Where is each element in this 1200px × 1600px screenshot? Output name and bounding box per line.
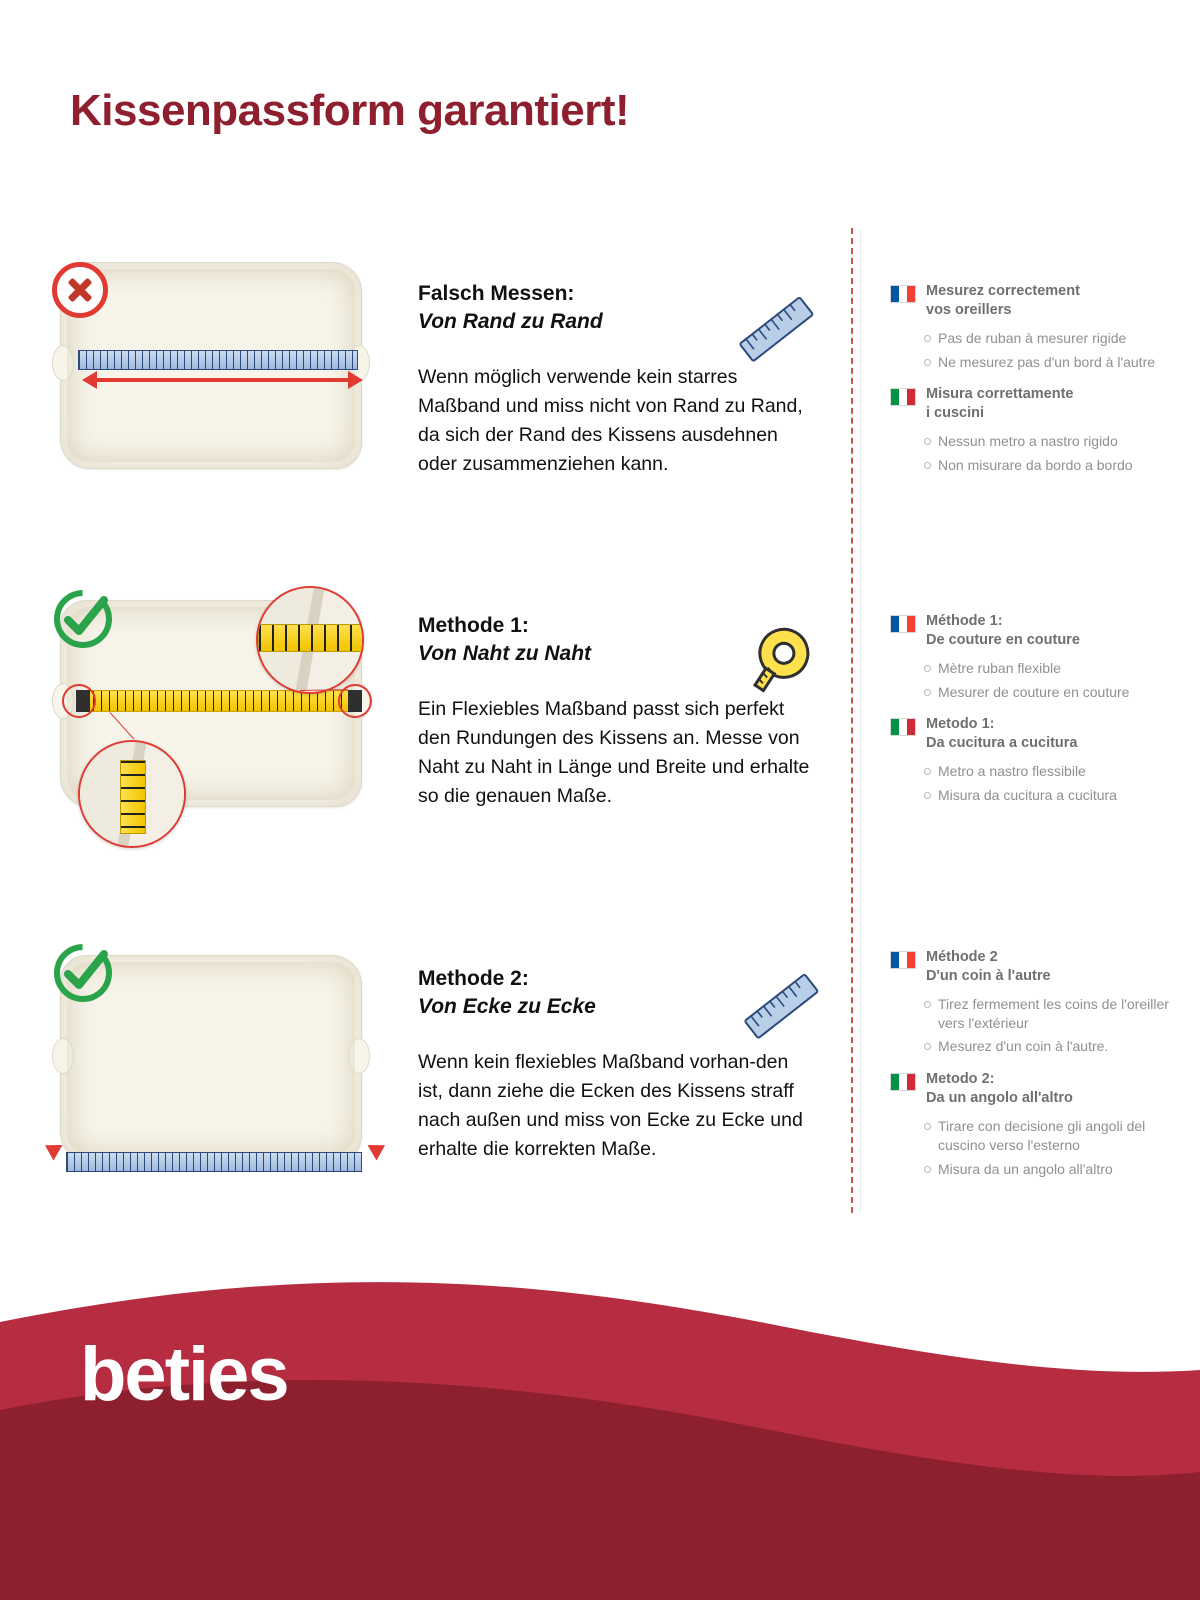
corner-arrow-left <box>41 1137 63 1160</box>
section-heading-label-1: Falsch Messen: <box>418 282 575 305</box>
translation-list <box>924 329 1190 372</box>
translation-title <box>926 948 1051 986</box>
corner-arrow-right <box>368 1137 390 1160</box>
translation-title-line1: Misura correttamente <box>926 386 1074 403</box>
translation-head <box>890 385 1190 423</box>
translation-block-fr-1 <box>890 282 1190 371</box>
seam-marker-left <box>62 684 96 718</box>
flag-italy-icon <box>890 718 916 736</box>
flag-italy-icon <box>890 388 916 406</box>
footer <box>0 1270 1200 1600</box>
flag-france-icon <box>890 285 916 303</box>
list-item: Tirare con decisione gli angoli del cuscino verso l'esterno <box>924 1117 1190 1155</box>
translation-head <box>890 715 1190 753</box>
translation-title-line1: Metodo 2: <box>926 1071 995 1088</box>
list-item: Non misurare da bordo a bordo <box>924 456 1190 475</box>
translation-list <box>924 1117 1190 1179</box>
section-subheading-3: Von Ecke zu Ecke <box>418 995 596 1019</box>
translation-title-line2: Da cucitura a cucitura <box>926 735 1078 752</box>
arrow-head-left-1 <box>82 371 97 389</box>
translation-title-line2: Da un angolo all'altro <box>926 1090 1073 1107</box>
section-body-3: Wenn kein flexiebles Maßband vorhan-den ist, dann ziehe die Ecken des Kissens straff nach außen und miss von Ecke zu Ecke und erhalte die korrekten Maße. <box>418 1050 803 1161</box>
translation-block-it-3 <box>890 1070 1190 1178</box>
list-item: Metro a nastro flessibile <box>924 762 1190 781</box>
translation-title <box>926 612 1080 650</box>
tape-measure-icon <box>740 612 824 696</box>
translations-group-3 <box>890 948 1190 1184</box>
list-item: Misura da cucitura a cucitura <box>924 786 1190 805</box>
translation-title <box>926 282 1080 320</box>
section-heading-label-2: Methode 1: <box>418 614 529 637</box>
brand-logo: beties <box>80 1332 288 1417</box>
list-item: Mètre ruban flexible <box>924 659 1190 678</box>
section-subheading-1: Von Rand zu Rand <box>418 310 603 334</box>
list-item: Misura da un angolo all'altro <box>924 1160 1190 1179</box>
translation-title <box>926 715 1078 753</box>
rigid-ruler-icon-1 <box>735 288 819 372</box>
zoom-tape <box>120 760 146 834</box>
rigid-ruler-overlay-1 <box>78 350 358 370</box>
translation-title-line1: Mesurez correctement <box>926 283 1080 299</box>
translation-list <box>924 659 1190 702</box>
list-item: Pas de ruban à mesurer rigide <box>924 329 1190 348</box>
list-item: Ne mesurez pas d'un bord à l'autre <box>924 353 1190 372</box>
translation-title-line2: i cuscini <box>926 405 985 422</box>
list-item: Tirez fermement les coins de l'oreiller vers l'extérieur <box>924 995 1190 1033</box>
flexible-tape-overlay-2 <box>76 690 362 712</box>
translation-title-line1: Méthode 1: <box>926 613 1003 629</box>
footer-waves <box>0 1270 1200 1600</box>
section-body-2: Ein Flexiebles Maßband passt sich perfekt den Rundungen des Kissens an. Messe von Naht zu Naht in Länge und Breite und erhalte so die genauen Maße. <box>418 697 810 808</box>
pillow-corner-right <box>348 1038 370 1074</box>
section-body-1: Wenn möglich verwende kein starres Maßband und miss nicht von Rand zu Rand, da sich der Rand des Kissens ausdehnen oder zusammenziehen kann. <box>418 365 803 476</box>
check-circle-icon-1 <box>52 588 114 650</box>
section-heading-label-3: Methode 2: <box>418 967 529 990</box>
translations-group-2 <box>890 612 1190 810</box>
translation-title-line2: vos oreillers <box>926 301 1012 318</box>
translation-head <box>890 1070 1190 1108</box>
check-circle-icon-2 <box>52 942 114 1004</box>
vertical-divider-secondary <box>860 228 861 1213</box>
translation-block-it-1 <box>890 385 1190 474</box>
translation-block-fr-3 <box>890 948 1190 1056</box>
arrow-head-right-1 <box>348 371 363 389</box>
translation-title <box>926 385 1073 423</box>
seam-zoom-bottom <box>78 740 186 848</box>
zoom-tape <box>258 624 364 652</box>
translation-head <box>890 948 1190 986</box>
list-item: Mesurer de couture en couture <box>924 683 1190 702</box>
translation-title-line1: Méthode 2 <box>926 949 998 965</box>
section-subheading-2: Von Naht zu Naht <box>418 642 592 666</box>
page-title: Kissenpassform garantiert! <box>70 86 630 135</box>
x-circle-icon <box>52 262 108 318</box>
seam-zoom-top <box>256 586 364 694</box>
list-item: Mesurez d'un coin à l'autre. <box>924 1037 1190 1056</box>
list-item: Nessun metro a nastro rigido <box>924 432 1190 451</box>
translation-head <box>890 282 1190 320</box>
flag-italy-icon <box>890 1073 916 1091</box>
rigid-ruler-overlay-3 <box>66 1152 362 1172</box>
vertical-divider <box>851 228 853 1213</box>
translation-head <box>890 612 1190 650</box>
flag-france-icon <box>890 951 916 969</box>
translation-list <box>924 762 1190 805</box>
translation-title <box>926 1070 1073 1108</box>
flag-france-icon <box>890 615 916 633</box>
translations-group-1 <box>890 282 1190 480</box>
pillow-corner-left <box>52 1038 74 1074</box>
translation-title-line2: De couture en couture <box>926 631 1080 648</box>
translation-block-it-2 <box>890 715 1190 804</box>
translation-block-fr-2 <box>890 612 1190 701</box>
translation-list <box>924 432 1190 475</box>
pillow-corner-left <box>52 345 74 381</box>
translation-title-line1: Metodo 1: <box>926 716 995 733</box>
translation-list <box>924 995 1190 1057</box>
translation-title-line2: D'un coin à l'autre <box>926 967 1051 984</box>
rigid-ruler-icon-2 <box>740 965 824 1049</box>
measure-arrow-1 <box>96 378 351 382</box>
